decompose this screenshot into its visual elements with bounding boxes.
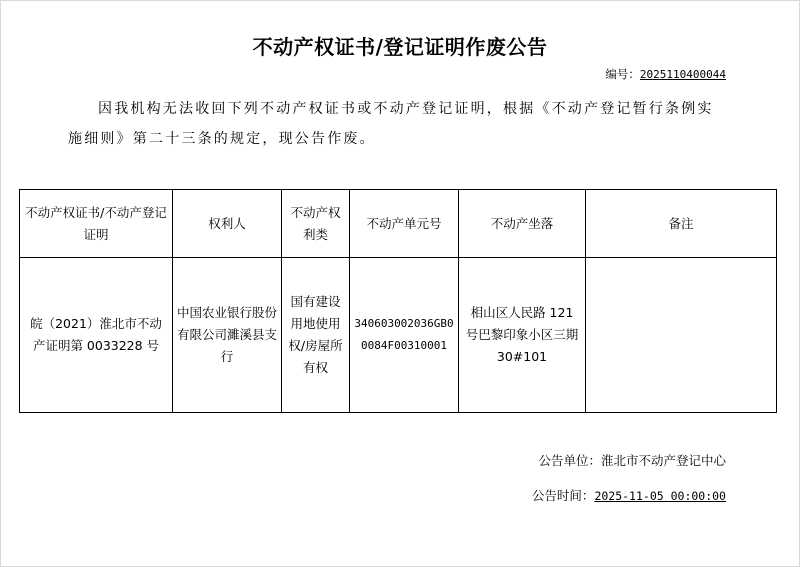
cell-right-type: 国有建设用地使用权/房屋所有权 — [282, 258, 350, 413]
issuer-label: 公告单位： — [538, 453, 601, 468]
table-row — [20, 258, 777, 413]
table-header-row — [20, 190, 777, 258]
certificate-table — [19, 189, 777, 413]
cell-owner: 中国农业银行股份有限公司濉溪县支行 — [173, 258, 282, 413]
page-title: 不动产权证书/登记证明作废公告 — [252, 35, 548, 59]
cell-unit-no: 340603002036GB00084F00310001 — [350, 258, 459, 413]
issuer-value: 淮北市不动产登记中心 — [600, 453, 726, 468]
header-right-type: 不动产权利类 — [282, 190, 350, 258]
issuer-line — [538, 451, 726, 469]
announcement-body: 因我机构无法收回下列不动产权证书或不动产登记证明，根据《不动产登记暂行条例实施细则》第二十三条的规定，现公告作废。 — [68, 101, 714, 147]
header-location: 不动产坐落 — [459, 190, 586, 258]
cell-remark — [586, 258, 777, 413]
cell-certificate: 皖（2021）淮北市不动产证明第 0033228 号 — [20, 258, 173, 413]
serial-value: 2025110400044 — [639, 68, 726, 81]
serial-number — [605, 66, 726, 82]
time-value: 2025-11-05 00:00:00 — [594, 489, 726, 503]
header-unit-no: 不动产单元号 — [350, 190, 459, 258]
header-certificate: 不动产权证书/不动产登记证明 — [20, 190, 173, 258]
cell-location: 相山区人民路 121 号巴黎印象小区三期30#101 — [459, 258, 586, 413]
publish-time-line — [532, 486, 726, 504]
serial-label: 编号： — [605, 67, 640, 81]
header-remark: 备注 — [586, 190, 777, 258]
header-owner: 权利人 — [173, 190, 282, 258]
time-label: 公告时间： — [531, 488, 595, 503]
